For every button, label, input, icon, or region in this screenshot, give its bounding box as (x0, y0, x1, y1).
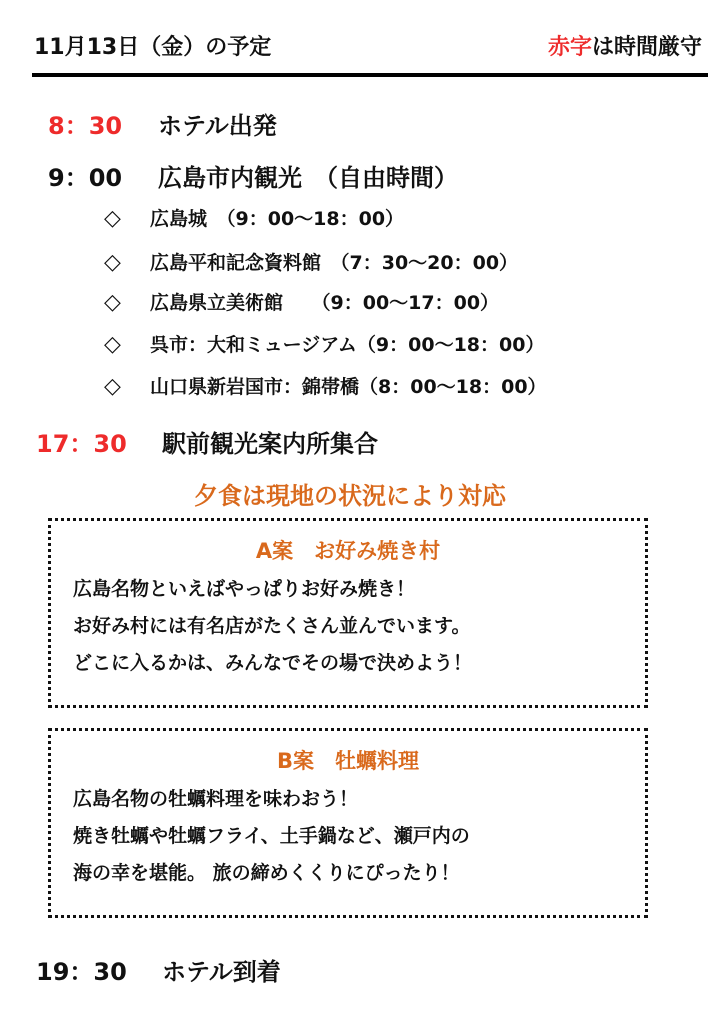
diamond-bullet-icon: ◇ (104, 206, 121, 231)
schedule-event-sightseeing: 広島市内観光 （自由時間） (158, 164, 458, 192)
option-a-box (48, 518, 648, 708)
red-text-label: 赤字 (547, 35, 592, 60)
schedule-time-1930: 19：30 (36, 958, 127, 986)
diamond-bullet-icon: ◇ (104, 250, 121, 275)
page-title: 11月13日（金）の予定 (34, 35, 272, 60)
strict-time-note (548, 30, 702, 61)
option-b-description (51, 781, 645, 892)
schedule-event-meetup: 駅前観光案内所集合 (162, 430, 378, 458)
sight-item-label: 山口県新岩国市：錦帯橋（8：00～18：00） (150, 376, 547, 398)
schedule-event-departure: ホテル出発 (158, 112, 277, 140)
option-a-line: お好み村には有名店がたくさん並んでいます。 (73, 615, 471, 637)
diamond-bullet-icon: ◇ (104, 332, 121, 357)
sight-item (104, 248, 518, 275)
schedule-time-0830: 8：30 (48, 112, 123, 140)
sight-item-label: 広島平和記念資料館 （7：30～20：00） (150, 252, 519, 274)
option-a-line: 広島名物といえばやっぱりお好み焼き！ (73, 578, 416, 600)
sight-item-label: 広島城 （9：00～18：00） (150, 208, 405, 230)
sight-item (104, 288, 499, 315)
sight-item (104, 372, 547, 399)
option-b-title: B案 牡蠣料理 (276, 749, 419, 773)
strict-time-label: は時間厳守 (591, 35, 702, 60)
diamond-bullet-icon: ◇ (104, 290, 121, 315)
option-a-line: どこに入るかは、みんなでその場で決めよう！ (73, 652, 473, 674)
schedule-time-0900: 9：00 (48, 164, 123, 192)
option-b-line: 焼き牡蠣や牡蠣フライ、土手鍋など、瀬戸内の (73, 825, 470, 847)
dinner-note: 夕食は現地の状況により対応 (194, 482, 506, 510)
option-a-description (51, 571, 645, 682)
diamond-bullet-icon: ◇ (104, 374, 121, 399)
schedule-event-arrival: ホテル到着 (162, 958, 281, 986)
sight-item (104, 204, 404, 231)
sight-item (104, 330, 544, 357)
option-b-line: 海の幸を堪能。 旅の締めくくりにぴったり！ (73, 862, 460, 884)
schedule-time-1730: 17：30 (36, 430, 127, 458)
option-a-title: A案 お好み焼き村 (255, 539, 441, 563)
header-divider (32, 73, 708, 77)
option-b-box (48, 728, 648, 918)
sight-item-label: 広島県立美術館 （9：00～17：00） (150, 292, 500, 314)
sight-item-label: 呉市：大和ミュージアム（9：00～18：00） (150, 334, 545, 356)
option-b-line: 広島名物の牡蠣料理を味わおう！ (73, 788, 359, 810)
